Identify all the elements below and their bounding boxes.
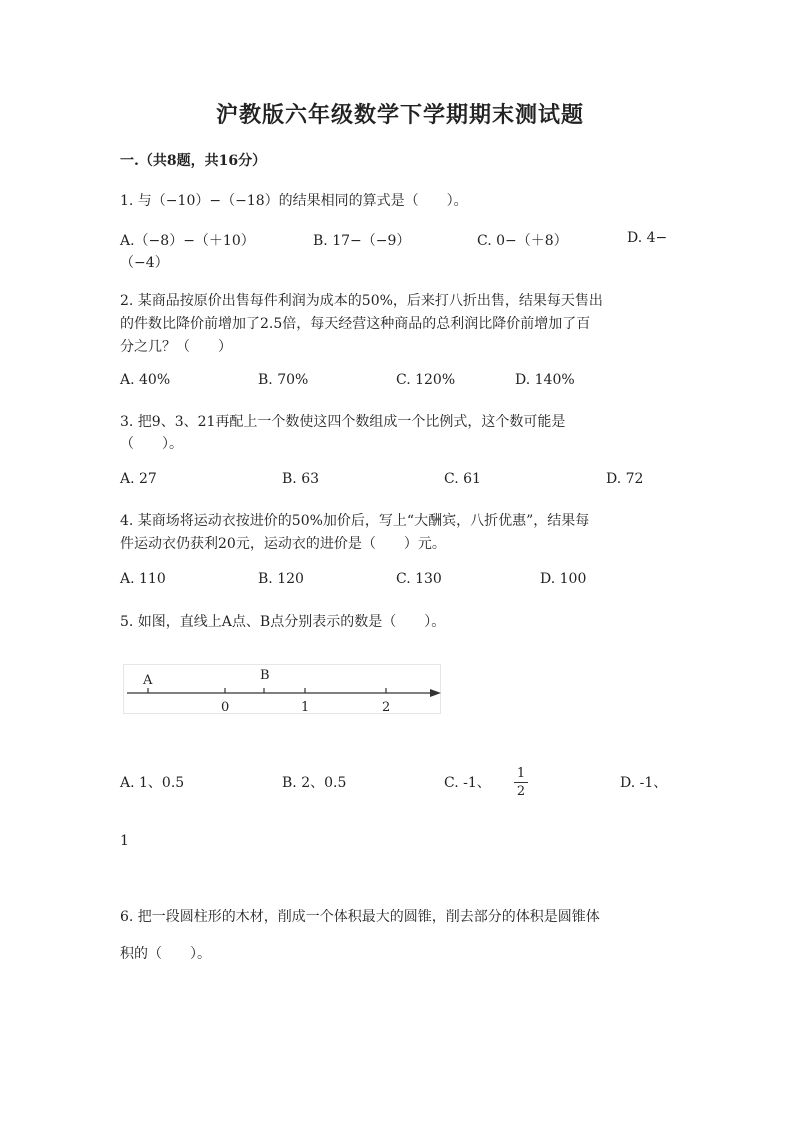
question-3-text-line-2: （ ）。 <box>120 436 183 452</box>
tick-label-1: 1 <box>301 700 310 715</box>
question-5-option-d: D. -1、 <box>620 775 668 791</box>
tick-label-2: 2 <box>382 700 391 715</box>
question-6-text-line-2: 积的（ ）。 <box>120 946 211 962</box>
question-3-option-b: B. 63 <box>282 471 320 487</box>
question-2-option-c: C. 120% <box>396 372 456 388</box>
question-5-option-c-fraction <box>513 766 529 799</box>
question-4-option-b: B. 120 <box>258 571 304 587</box>
point-label-a: A <box>143 673 153 688</box>
question-4-option-a: A. 110 <box>120 571 166 587</box>
question-1-option-a: A.（−8）−（＋10） <box>120 233 255 249</box>
question-2-option-b: B. 70% <box>258 372 309 388</box>
question-5-option-c: C. -1、 <box>444 775 491 791</box>
question-2-option-d: D. 140% <box>515 372 575 388</box>
question-3-option-c: C. 61 <box>444 471 481 487</box>
question-1-option-c: C. 0−（＋8） <box>477 233 568 249</box>
question-6-text-line-1: 6. 把一段圆柱形的木材，削成一个体积最大的圆锥，削去部分的体积是圆锥体 <box>120 909 600 925</box>
question-2-option-a: A. 40% <box>120 372 171 388</box>
question-4-option-d: D. 100 <box>540 571 587 587</box>
question-2-text-line-1: 2. 某商品按原价出售每件利润为成本的50%，后来打八折出售，结果每天售出 <box>120 293 603 309</box>
point-label-b: B <box>260 668 270 683</box>
question-3-option-a: A. 27 <box>120 471 157 487</box>
fraction-denominator: 2 <box>516 784 526 799</box>
question-1-option-d: D. 4− <box>627 230 668 246</box>
question-5-option-a: A. 1、0.5 <box>120 775 185 791</box>
question-2-text-line-2: 的件数比降价前增加了2.5倍，每天经营这种商品的总利润比降价前增加了百 <box>120 316 591 332</box>
question-5-option-d-continued: 1 <box>120 833 129 849</box>
question-1-text: 1. 与（−10）−（−18）的结果相同的算式是（ ）。 <box>120 193 468 209</box>
question-4-option-c: C. 130 <box>396 571 442 587</box>
section-heading: 一.（共8题，共16分） <box>120 153 267 169</box>
fraction-numerator: 1 <box>516 766 526 781</box>
fraction-bar <box>514 782 528 783</box>
question-1-option-b: B. 17−（−9） <box>313 233 411 249</box>
question-3-text-line-1: 3. 把9、3、21再配上一个数使这四个数组成一个比例式，这个数可能是 <box>120 414 566 430</box>
tick-label-0: 0 <box>221 700 230 715</box>
question-4-text-line-2: 件运动衣仍获利20元，运动衣的进价是（ ）元。 <box>120 536 446 552</box>
question-5-option-b: B. 2、0.5 <box>282 775 347 791</box>
number-line-svg <box>124 665 442 715</box>
question-4-text-line-1: 4. 某商场将运动衣按进价的50%加价后，写上“大酬宾，八折优惠”，结果每 <box>120 513 590 529</box>
number-line-figure <box>123 664 441 714</box>
question-2-text-line-3: 分之几？（ ） <box>120 339 232 355</box>
question-5-text: 5. 如图，直线上A点、B点分别表示的数是（ ）。 <box>120 614 446 630</box>
question-3-option-d: D. 72 <box>606 471 644 487</box>
arrow-head-icon <box>430 689 441 697</box>
page-title: 沪教版六年级数学下学期期末测试题 <box>215 102 584 128</box>
question-1-option-d-continued: （−4） <box>120 255 169 271</box>
